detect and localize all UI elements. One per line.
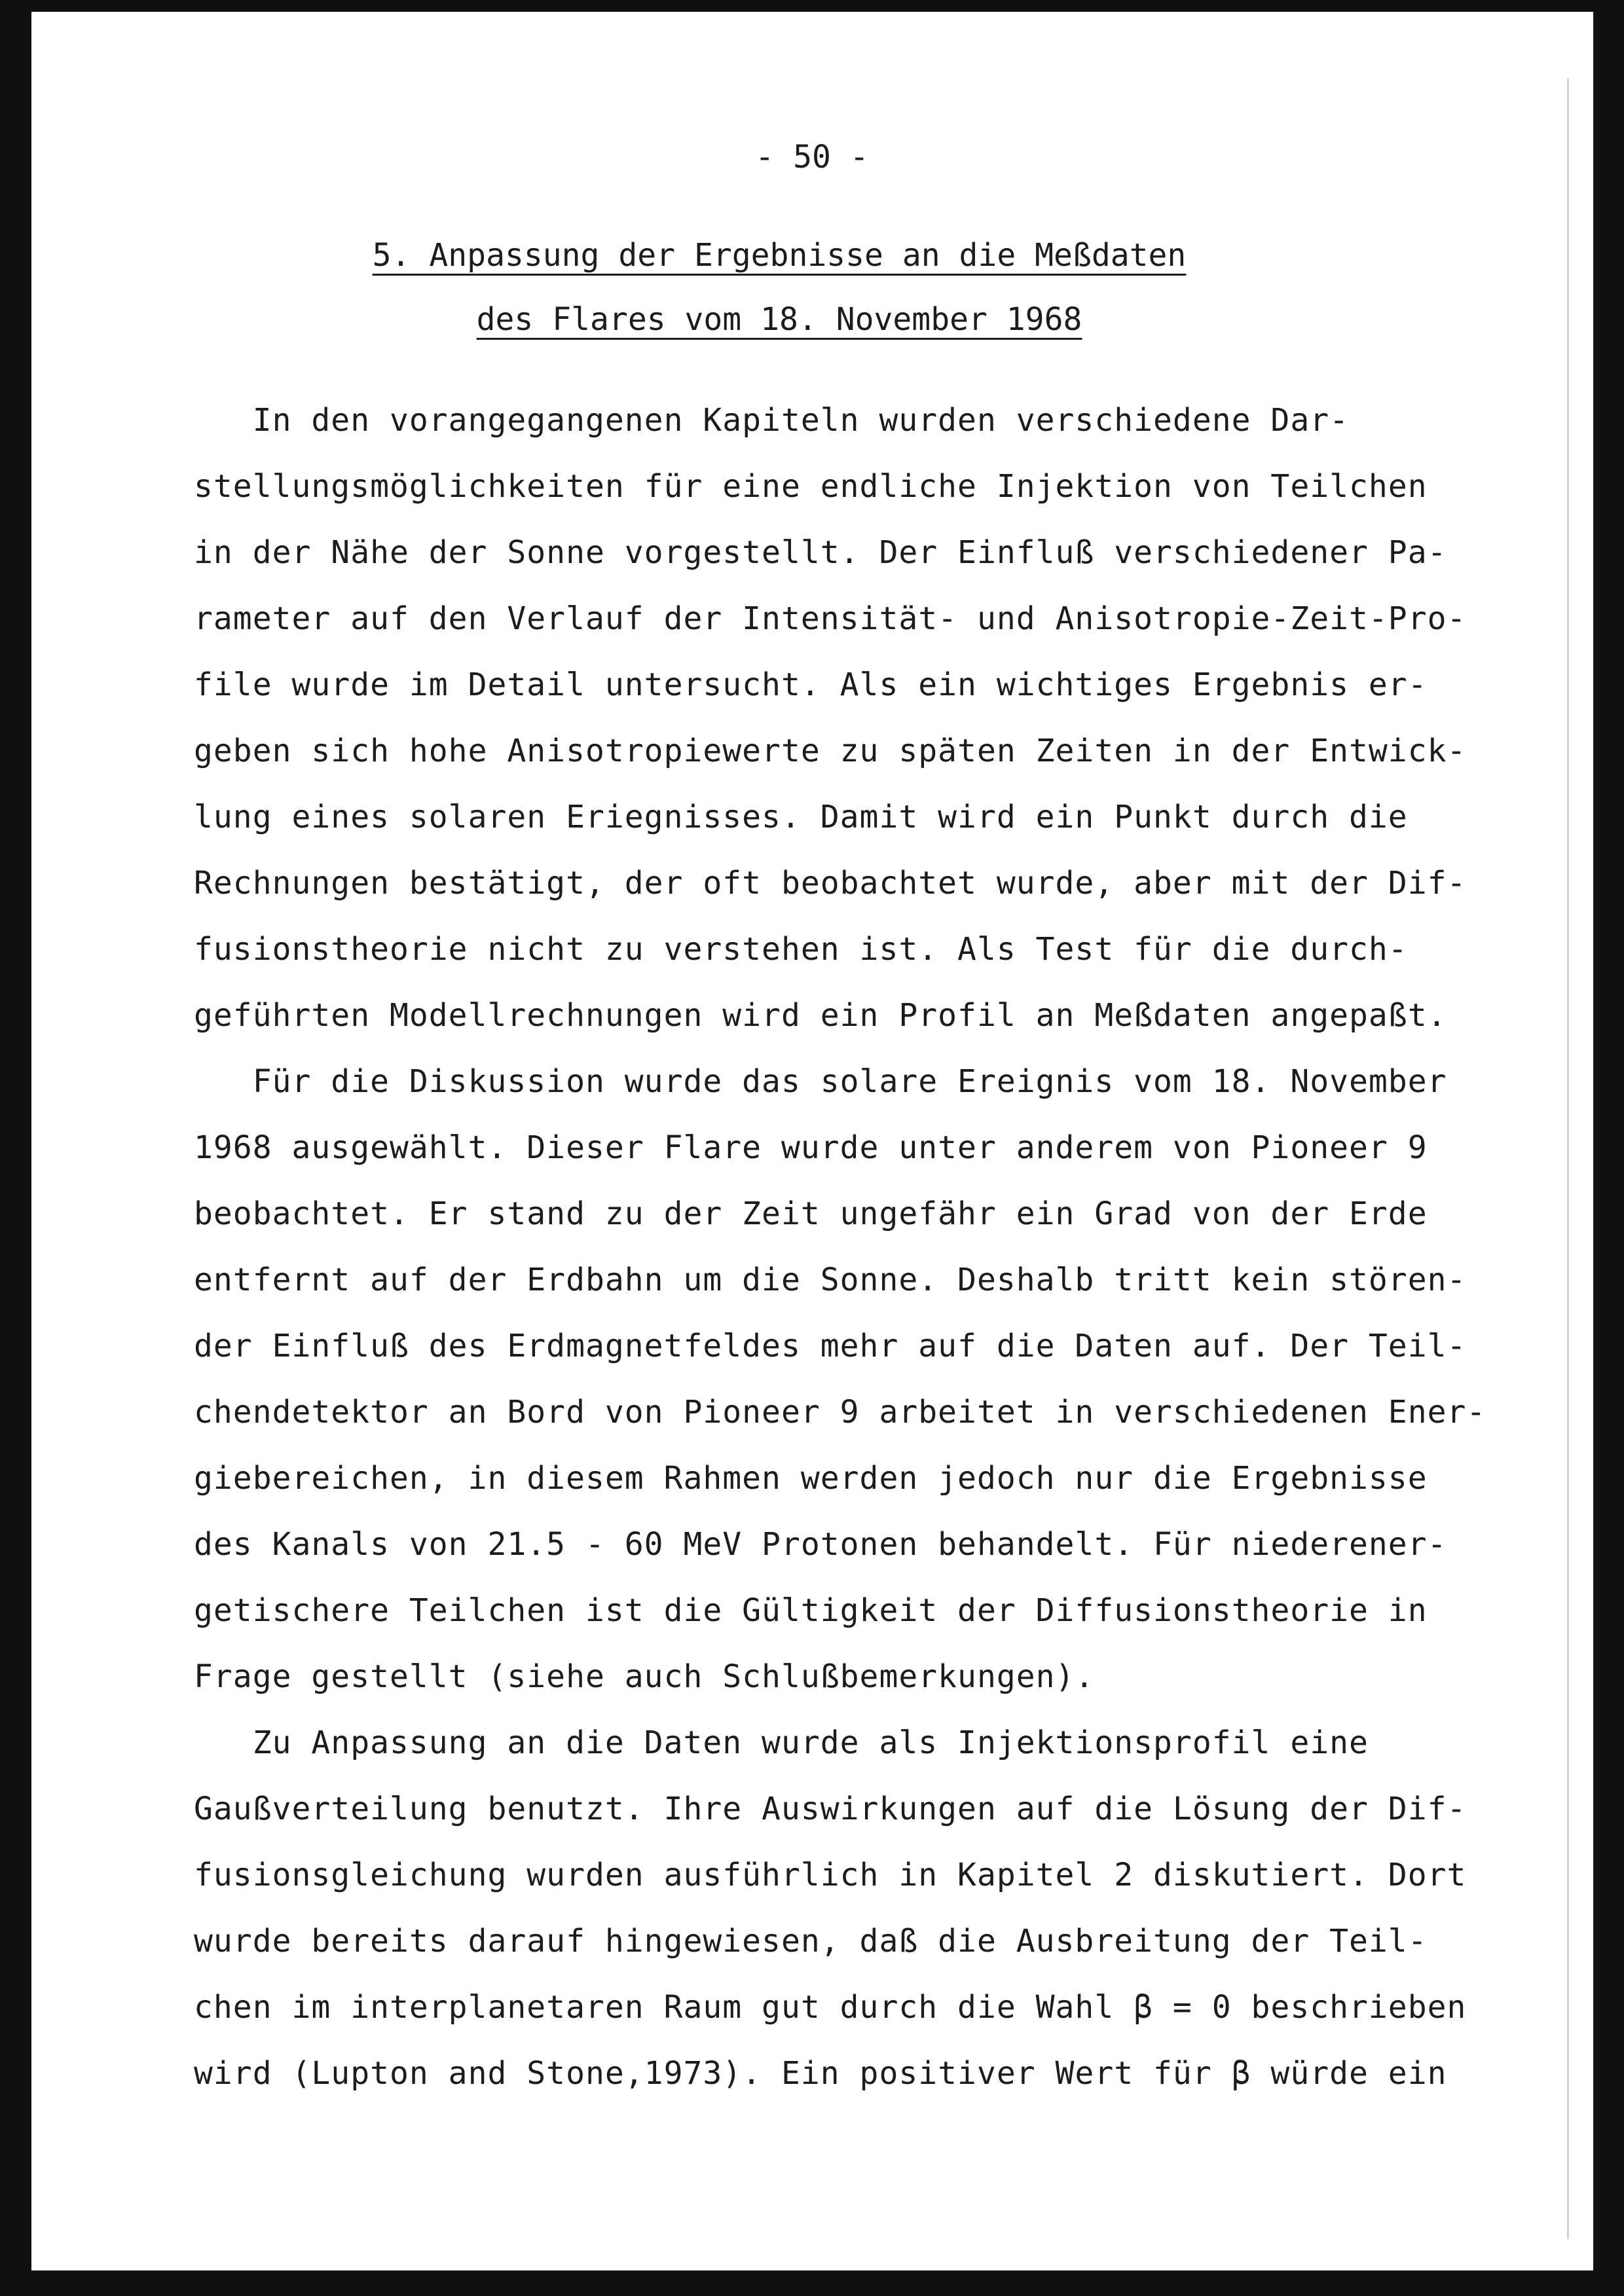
body-line: stellungsmöglichkeiten für eine endliche Injektion von Teilchen <box>194 468 1428 505</box>
body-line: rameter auf den Verlauf der Intensität- und Anisotropie-Zeit-Pro- <box>194 600 1467 637</box>
body-line: getischere Teilchen ist die Gültigkeit der Diffusionstheorie in <box>194 1592 1428 1629</box>
body-line: beobachtet. Er stand zu der Zeit ungefähr ein Grad von der Erde <box>194 1195 1428 1232</box>
body-line: Zu Anpassung an die Daten wurde als Injektionsprofil eine <box>194 1724 1369 1761</box>
body-line: wird (Lupton and Stone,1973). Ein positiver Wert für β würde ein <box>194 2055 1447 2092</box>
body-line: Gaußverteilung benutzt. Ihre Auswirkungen auf die Lösung der Dif- <box>194 1791 1467 1827</box>
body-line: Rechnungen bestätigt, der oft beobachtet wurde, aber mit der Dif- <box>194 865 1467 902</box>
body-line: giebereichen, in diesem Rahmen werden jedoch nur die Ergebnisse <box>194 1460 1428 1497</box>
body-line: fusionsgleichung wurden ausführlich in Kapitel 2 diskutiert. Dort <box>194 1857 1467 1893</box>
section-title-text-2: des Flares vom 18. November 1968 <box>476 301 1082 338</box>
body-line: In den vorangegangenen Kapiteln wurden verschiedene Dar- <box>194 402 1350 439</box>
body-line: chen im interplanetaren Raum gut durch die Wahl β = 0 beschrieben <box>194 1989 1467 2026</box>
body-line: des Kanals von 21.5 - 60 MeV Protonen behandelt. Für niederener- <box>194 1526 1447 1563</box>
paper-edge-shadow <box>1567 79 1569 2239</box>
body-line: fusionstheorie nicht zu verstehen ist. Als Test für die durch- <box>194 931 1408 968</box>
body-line: 1968 ausgewählt. Dieser Flare wurde unter anderem von Pioneer 9 <box>194 1129 1428 1166</box>
body-line: der Einfluß des Erdmagnetfeldes mehr auf die Daten auf. Der Teil- <box>194 1328 1467 1364</box>
body-line: entfernt auf der Erdbahn um die Sonne. Deshalb tritt kein stören- <box>194 1262 1467 1298</box>
body-line: geführten Modellrechnungen wird ein Profil an Meßdaten angepaßt. <box>194 997 1447 1034</box>
body-line: wurde bereits darauf hingewiesen, daß die Ausbreitung der Teil- <box>194 1923 1428 1959</box>
body-line: lung eines solaren Eriegnisses. Damit wird ein Punkt durch die <box>194 799 1408 835</box>
body-line: geben sich hohe Anisotropiewerte zu späten Zeiten in der Entwick- <box>194 733 1467 769</box>
section-title-text-1: 5. Anpassung der Ergebnisse an die Meßdaten <box>372 237 1187 274</box>
body-line: Frage gestellt (siehe auch Schlußbemerkungen). <box>194 1658 1095 1695</box>
page-number: - 50 - <box>755 139 869 175</box>
body-line: in der Nähe der Sonne vorgestellt. Der Einfluß verschiedener Pa- <box>194 534 1447 571</box>
section-title-line-2 <box>0 301 1559 338</box>
body-line: file wurde im Detail untersucht. Als ein wichtiges Ergebnis er- <box>194 666 1428 703</box>
section-title-line-1 <box>0 237 1559 274</box>
body-line: chendetektor an Bord von Pioneer 9 arbeitet in verschiedenen Ener- <box>194 1394 1486 1430</box>
body-line: Für die Diskussion wurde das solare Ereignis vom 18. November <box>194 1063 1447 1100</box>
